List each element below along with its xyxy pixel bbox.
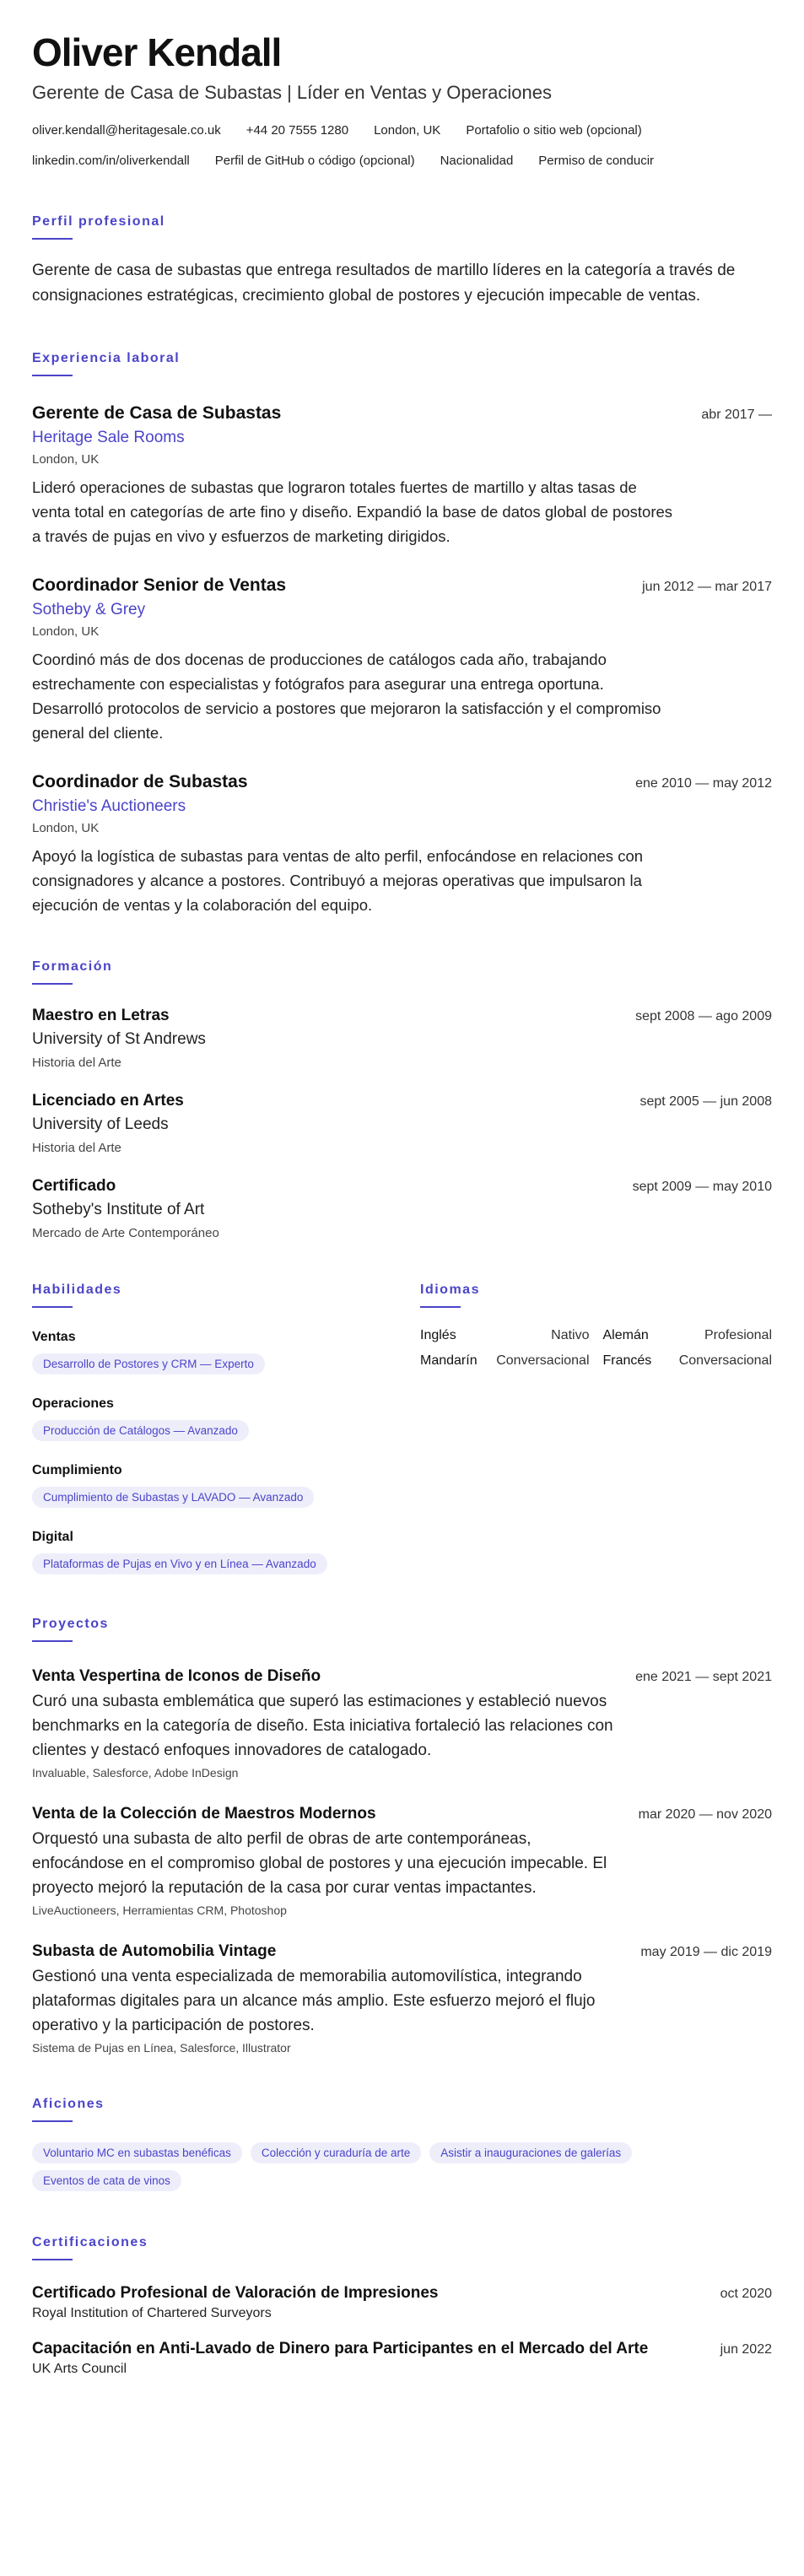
job-location: London, UK [32, 452, 100, 467]
job-title: Gerente de Casa de Subastas [32, 403, 282, 423]
job-dates: jun 2012 — mar 2017 [642, 580, 772, 594]
section-divider [420, 1306, 461, 1308]
project-tools: Invaluable, Salesforce, Adobe InDesign [32, 1766, 239, 1779]
job-entry [32, 403, 772, 548]
education-dates: sept 2005 — jun 2008 [639, 1094, 772, 1109]
education-school: University of St Andrews [32, 1030, 206, 1048]
section-divider [32, 375, 73, 376]
skill-group [32, 1463, 420, 1508]
project-description: Curó una subasta emblemática que superó las estimaciones y estableció nuevos benchmarks en la categoría de diseño. Esta iniciativa fortaleció las relaciones con clientes y destacó enfoques innovadores de catalogado. [32, 1693, 613, 1759]
skill-chip: Desarrollo de Postores y CRM — Experto [32, 1353, 265, 1374]
language-name: Mandarín [420, 1353, 478, 1368]
candidate-name: Oliver Kendall [32, 30, 282, 74]
contact-nationality: Nacionalidad [440, 154, 514, 168]
section-divider [32, 2259, 73, 2260]
candidate-title: Gerente de Casa de Subastas | Líder en Ventas y Operaciones [32, 82, 552, 103]
certification-name: Capacitación en Anti-Lavado de Dinero para Participantes en el Mercado del Arte [32, 2340, 649, 2357]
section-divider [32, 1306, 73, 1308]
certification-date: jun 2022 [720, 2342, 772, 2357]
education-dates: sept 2009 — may 2010 [632, 1180, 772, 1194]
experience-section [32, 351, 772, 917]
education-entry [32, 1177, 772, 1240]
contact-portfolio: Portafolio o sitio web (opcional) [466, 123, 642, 138]
projects-section [32, 1617, 772, 2055]
contact-list [32, 120, 772, 172]
hobby-chip: Asistir a inauguraciones de galerías [429, 2142, 632, 2163]
hobby-chip: Eventos de cata de vinos [32, 2170, 181, 2191]
section-heading: Perfil profesional [32, 214, 165, 229]
skill-category: Digital [32, 1530, 73, 1544]
job-company: Sotheby & Grey [32, 601, 146, 618]
skills-languages-row [32, 1283, 772, 1574]
education-dates: sept 2008 — ago 2009 [635, 1009, 772, 1023]
education-degree: Licenciado en Artes [32, 1092, 184, 1110]
certification-name: Certificado Profesional de Valoración de Impresiones [32, 2284, 439, 2302]
education-section [32, 959, 772, 1240]
contact-email: oliver.kendall@heritagesale.co.uk [32, 123, 221, 138]
job-location: London, UK [32, 624, 100, 639]
profile-summary: Gerente de casa de subastas que entrega resultados de martillo líderes en la categoría a través de consignaciones estratégicas, crecimiento global de postores y ejecución impecable de ventas. [32, 262, 736, 305]
language-name: Francés [602, 1353, 652, 1368]
language-level: Conversacional [496, 1353, 590, 1368]
section-heading: Formación [32, 959, 113, 974]
project-tools: Sistema de Pujas en Línea, Salesforce, Illustrator [32, 2041, 291, 2055]
education-field: Mercado de Arte Contemporáneo [32, 1226, 219, 1240]
education-field: Historia del Arte [32, 1056, 121, 1070]
contact-location: London, UK [374, 123, 441, 138]
project-entry [32, 1667, 772, 1779]
job-description: Coordinó más de dos docenas de producciones de catálogos cada año, trabajando estrechamente con especialistas y fotógrafos para asegurar una entrega oportuna. Desarrolló protocolos de servicio a postores que mejoraron la satisfacción y el compromiso general del cliente. [32, 651, 661, 742]
hobby-chip: Voluntario MC en subastas benéficas [32, 2142, 242, 2163]
certification-issuer: Royal Institution of Chartered Surveyors [32, 2306, 272, 2320]
resume-header [32, 30, 772, 172]
language-list [420, 1328, 772, 1369]
certification-date: oct 2020 [720, 2287, 772, 2301]
language-level: Nativo [551, 1328, 590, 1342]
project-entry [32, 1942, 772, 2055]
section-heading: Proyectos [32, 1617, 109, 1631]
education-degree: Certificado [32, 1177, 116, 1195]
job-location: London, UK [32, 821, 100, 835]
job-description: Lideró operaciones de subastas que lograron totales fuertes de martillo y altas tasas de venta total en categorías de arte fino y diseño. Expandió la base de datos global de postores a través de pujas en vivo y esfuerzos de marketing dirigidos. [32, 478, 673, 545]
skills-section [32, 1283, 420, 1574]
language-item [603, 1328, 773, 1343]
profile-section [32, 214, 772, 309]
language-level: Profesional [704, 1328, 772, 1342]
section-heading: Habilidades [32, 1283, 122, 1297]
language-name: Alemán [602, 1328, 649, 1342]
project-dates: may 2019 — dic 2019 [640, 1945, 772, 1959]
language-item [420, 1328, 590, 1343]
project-entry [32, 1805, 772, 1917]
project-dates: ene 2021 — sept 2021 [635, 1670, 772, 1684]
skill-category: Operaciones [32, 1396, 114, 1411]
project-title: Venta Vespertina de Iconos de Diseño [32, 1667, 321, 1685]
hobby-list [32, 2137, 772, 2193]
education-degree: Maestro en Letras [32, 1007, 170, 1024]
project-dates: mar 2020 — nov 2020 [638, 1807, 772, 1822]
language-item [603, 1353, 773, 1369]
hobby-chip: Colección y curaduría de arte [251, 2142, 421, 2163]
certification-issuer: UK Arts Council [32, 2362, 127, 2376]
language-item [420, 1353, 590, 1369]
certification-entry [32, 2340, 772, 2377]
section-heading: Idiomas [420, 1283, 480, 1297]
contact-github: Perfil de GitHub o código (opcional) [214, 154, 415, 168]
hobbies-section [32, 2097, 772, 2193]
job-company: Heritage Sale Rooms [32, 429, 185, 446]
skill-chip: Producción de Catálogos — Avanzado [32, 1420, 249, 1441]
skill-group [32, 1330, 420, 1374]
section-heading: Experiencia laboral [32, 351, 181, 365]
project-title: Subasta de Automobilia Vintage [32, 1942, 277, 1960]
languages-section [420, 1283, 772, 1574]
job-entry [32, 575, 772, 745]
contact-driving-license: Permiso de conducir [538, 154, 655, 168]
section-divider [32, 238, 73, 240]
job-dates: abr 2017 — [701, 408, 772, 422]
contact-linkedin: linkedin.com/in/oliverkendall [32, 154, 190, 168]
skill-chip: Plataformas de Pujas en Vivo y en Línea — Avanzado [32, 1553, 327, 1574]
section-divider [32, 983, 73, 985]
education-entry [32, 1092, 772, 1155]
contact-phone: +44 20 7555 1280 [246, 123, 349, 138]
job-title: Coordinador de Subastas [32, 772, 248, 791]
education-school: Sotheby's Institute of Art [32, 1201, 205, 1218]
project-description: Gestionó una venta especializada de memorabilia automovilística, integrando plataformas digitales para un alcance más amplio. Este esfuerzo mejoró el flujo operativo y la participación de postores. [32, 1968, 596, 2034]
job-description: Apoyó la logística de subastas para ventas de alto perfil, enfocándose en relaciones con consignadores y alcance a postores. Contribuyó a mejoras operativas que impulsaron la ejecución de ventas y la colaboración del equipo. [32, 847, 644, 914]
certifications-section [32, 2235, 772, 2377]
project-tools: LiveAuctioneers, Herramientas CRM, Photoshop [32, 1904, 287, 1917]
job-company: Christie's Auctioneers [32, 797, 186, 815]
certification-entry [32, 2284, 772, 2321]
section-heading: Aficiones [32, 2097, 105, 2111]
language-level: Conversacional [678, 1353, 772, 1368]
section-divider [32, 1640, 73, 1642]
education-school: University of Leeds [32, 1115, 169, 1133]
skill-chip: Cumplimiento de Subastas y LAVADO — Avanzado [32, 1487, 314, 1508]
job-title: Coordinador Senior de Ventas [32, 575, 287, 595]
education-field: Historia del Arte [32, 1141, 121, 1155]
section-divider [32, 2120, 73, 2122]
skill-group [32, 1530, 420, 1574]
project-description: Orquestó una subasta de alto perfil de obras de arte contemporáneas, enfocándose en el compromiso global de postores y una ejecución impecable. El proyecto mejoró la reputación de la casa por curar ventas impactantes. [32, 1830, 607, 1897]
project-title: Venta de la Colección de Maestros Modernos [32, 1805, 376, 1823]
skill-group [32, 1396, 420, 1441]
language-name: Inglés [420, 1328, 456, 1342]
education-entry [32, 1007, 772, 1070]
skill-category: Ventas [32, 1330, 76, 1344]
skill-category: Cumplimiento [32, 1463, 122, 1477]
section-heading: Certificaciones [32, 2235, 148, 2249]
job-entry [32, 772, 772, 917]
job-dates: ene 2010 — may 2012 [635, 776, 772, 791]
